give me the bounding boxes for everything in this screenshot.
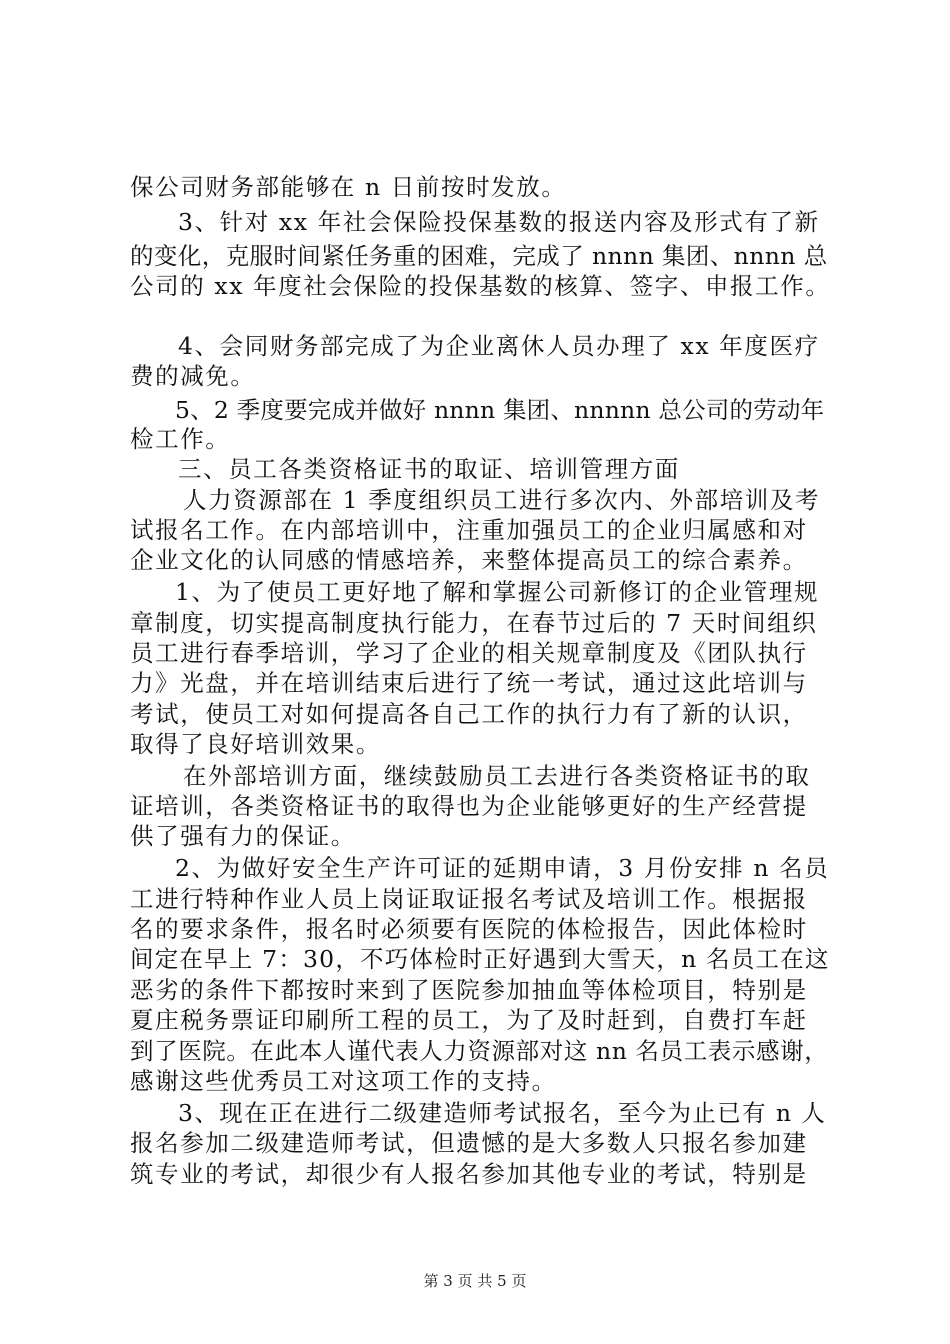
text-line: 4、会同财务部完成了为企业离休人员办理了 xx 年度医疗 bbox=[178, 332, 820, 360]
text-line: 间定在早上 7：30，不巧体检时正好遇到大雪天，n 名员工在这 bbox=[130, 945, 830, 973]
page-number: 第 3 页 共 5 页 bbox=[423, 1272, 527, 1290]
text-line: 试报名工作。在内部培训中，注重加强员工的企业归属感和对 bbox=[130, 516, 808, 544]
text-line: 费的减免。 bbox=[130, 362, 256, 390]
text-line: 取得了良好培训效果。 bbox=[130, 730, 381, 758]
text-line: 员工进行春季培训，学习了企业的相关规章制度及《团队执行 bbox=[130, 639, 808, 667]
text-line: 企业文化的认同感的情感培养，来整体提高员工的综合素养。 bbox=[130, 546, 808, 574]
text-line: 3、现在正在进行二级建造师考试报名，至今为止已有 n 人 bbox=[178, 1099, 827, 1127]
text-line: 保公司财务部能够在 n 日前按时发放。 bbox=[130, 173, 567, 201]
text-line: 筑专业的考试，却很少有人报名参加其他专业的考试，特别是 bbox=[130, 1160, 808, 1188]
text-line: 在外部培训方面，继续鼓励员工去进行各类资格证书的取 bbox=[183, 762, 811, 790]
section-heading: 三、员工各类资格证书的取证、培训管理方面 bbox=[178, 455, 680, 483]
text-line: 1、为了使员工更好地了解和掌握公司新修订的企业管理规 bbox=[175, 578, 820, 606]
text-line: 2、为做好安全生产许可证的延期申请，3 月份安排 n 名员 bbox=[175, 854, 830, 882]
text-line: 公司的 xx 年度社会保险的投保基数的核算、签字、申报工作。 bbox=[130, 272, 831, 300]
text-line: 章制度，切实提高制度执行能力，在春节过后的 7 天时间组织 bbox=[130, 609, 818, 637]
text-line: 感谢这些优秀员工对这项工作的支持。 bbox=[130, 1067, 557, 1095]
text-line: 到了医院。在此本人谨代表人力资源部对这 nn 名员工表示感谢， bbox=[130, 1037, 829, 1065]
text-line: 5、2 季度要完成并做好 nnnn 集团、nnnnn 总公司的劳动年 bbox=[175, 396, 825, 424]
text-line: 名的要求条件，报名时必须要有医院的体检报告，因此体检时 bbox=[130, 915, 808, 943]
text-line: 的变化，克服时间紧任务重的困难，完成了 nnnn 集团、nnnn 总 bbox=[130, 242, 828, 270]
text-line: 夏庄税务票证印刷所工程的员工，为了及时赶到，自费打车赶 bbox=[130, 1006, 808, 1034]
text-line: 工进行特种作业人员上岗证取证报名考试及培训工作。根据报 bbox=[130, 885, 808, 913]
text-line: 恶劣的条件下都按时来到了医院参加抽血等体检项目，特别是 bbox=[130, 976, 808, 1004]
text-line: 考试，使员工对如何提高各自己工作的执行力有了新的认识， bbox=[130, 700, 808, 728]
text-line: 报名参加二级建造师考试，但遗憾的是大多数人只报名参加建 bbox=[130, 1129, 808, 1157]
text-line: 3、针对 xx 年社会保险投保基数的报送内容及形式有了新 bbox=[178, 208, 820, 236]
text-line: 力》光盘，并在培训结束后进行了统一考试，通过这此培训与 bbox=[130, 669, 808, 697]
text-line: 供了强有力的保证。 bbox=[130, 822, 356, 850]
text-line: 证培训，各类资格证书的取得也为企业能够更好的生产经营提 bbox=[130, 792, 808, 820]
text-line: 人力资源部在 1 季度组织员工进行多次内、外部培训及考 bbox=[183, 486, 821, 514]
text-line: 检工作。 bbox=[130, 425, 231, 453]
